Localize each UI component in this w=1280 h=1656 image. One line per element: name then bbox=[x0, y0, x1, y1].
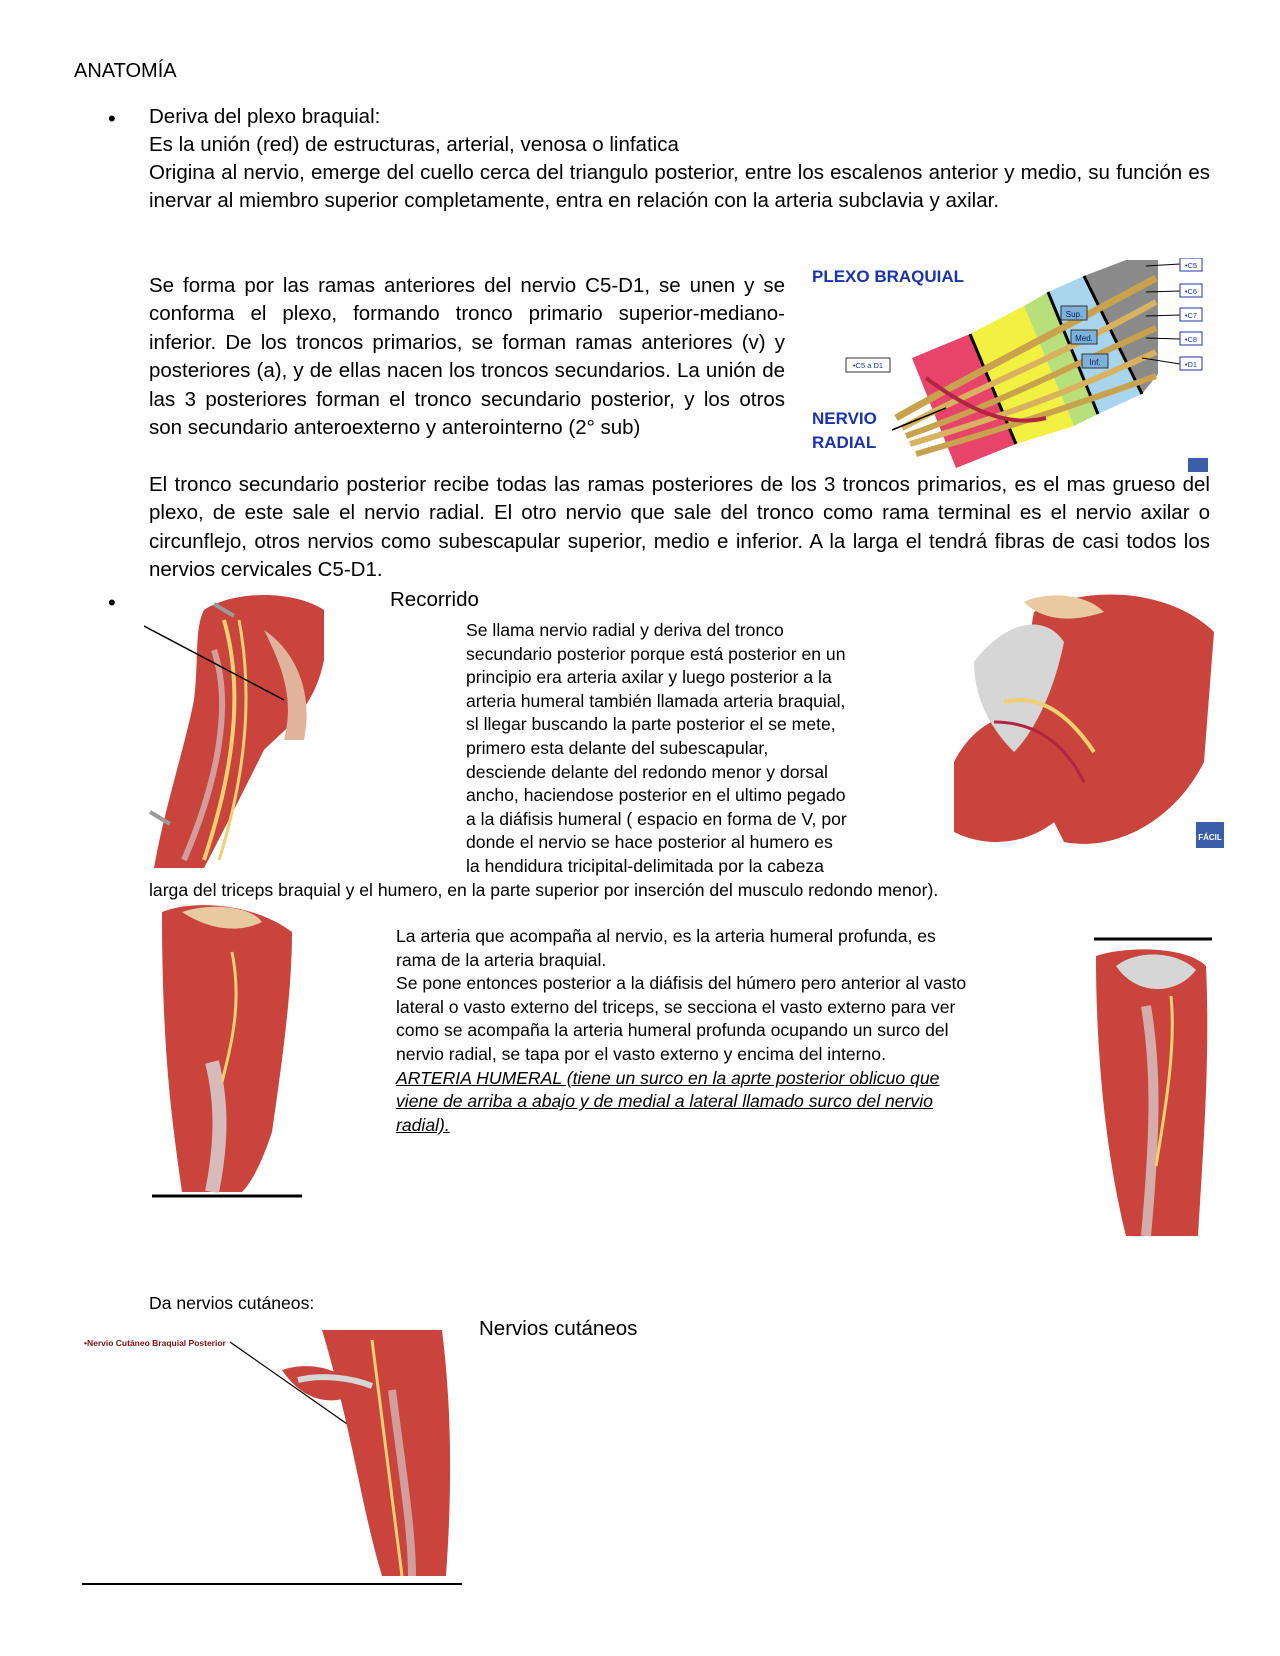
trunk-label-sup: Sup. bbox=[1065, 310, 1083, 319]
section2-paragraph-tail: larga del triceps braquial y el humero, en la parte superior por inserción del musculo redondo menor). bbox=[149, 880, 939, 900]
root-label-c8: •C8 bbox=[1184, 335, 1198, 344]
cutaneous-nerve-figure bbox=[82, 1330, 462, 1586]
section2-line-10: donde el nervio se hace posterior al humero es bbox=[466, 832, 833, 853]
figure-label: •Nervio Cutáneo Braquial Posterior bbox=[84, 1338, 226, 1348]
section1-paragraph3: El tronco secundario posterior recibe todas las ramas posteriores de los 3 troncos primarios, es el mas grueso del plexo, de este sale el nervio radial. El otro nervio que sale del tronco como rama terminal es el nervio axilar o circunflejo, otros nervios como subescapular superior, medio e inferior. A la larga el tendrá fibras de casi todos los nervios cervicales C5-D1. bbox=[149, 473, 1210, 582]
bullet-2: • bbox=[108, 590, 116, 615]
section2-line-6: primero esta delante del subescapular, bbox=[466, 737, 769, 758]
section3-italic-1: ARTERIA HUMERAL (tiene un surco en la aprte posterior oblicuo que bbox=[396, 1067, 940, 1088]
section1-line2: Es la unión (red) de estructuras, arterial, venosa o linfatica bbox=[149, 133, 679, 156]
nerve-label-line2: RADIAL bbox=[812, 433, 877, 452]
section3-line-4: lateral o vasto externo del triceps, se secciona el vasto externo para ver bbox=[396, 996, 956, 1017]
section2-line-11: la hendidura tricipital-delimitada por la cabeza bbox=[466, 855, 824, 876]
section3-line-3: Se pone entonces posterior a la diáfisis del húmero pero anterior al vasto bbox=[396, 973, 967, 994]
bullet-1: • bbox=[108, 106, 116, 131]
root-label-c5: •C5 bbox=[1184, 261, 1198, 270]
root-label-c6: •C6 bbox=[1184, 287, 1198, 296]
section3-line-1: La arteria que acompaña al nervio, es la arteria humeral profunda, es bbox=[396, 926, 936, 946]
logo-text: FÁCIL bbox=[1198, 833, 1222, 842]
section4-title: Nervios cutáneos bbox=[479, 1317, 638, 1340]
section1-paragraph1: Origina al nervio, emerge del cuello cerca del triangulo posterior, entre los escalenos anterior y medio, su función es inervar al miembro superior completamente, entra en relación con la arteria subclavia y axilar. bbox=[149, 161, 1210, 213]
section2-line-8: ancho, haciendose posterior en el ultimo pegado bbox=[466, 785, 846, 806]
section3-line-2: rama de la arteria braquial. bbox=[396, 949, 607, 970]
section3-italic-3: radial). bbox=[396, 1114, 450, 1135]
section3-line-6: nervio radial, se tapa por el vasto externo y encima del interno. bbox=[396, 1043, 886, 1064]
section2-line-1: Se llama nervio radial y deriva del tronco bbox=[466, 620, 784, 640]
plexus-figure bbox=[806, 258, 1210, 472]
section3-italic-2: viene de arriba a abajo y de medial a lateral llamado surco del nervio bbox=[396, 1091, 933, 1112]
triceps-tendon bbox=[212, 1062, 220, 1192]
section3-paragraph bbox=[396, 925, 1086, 1137]
section1-title: Deriva del plexo braquial: bbox=[149, 105, 381, 128]
plexus-title: PLEXO BRAQUIAL bbox=[812, 267, 965, 286]
section2-line-4: arteria humeral también llamada arteria braquial, bbox=[466, 690, 846, 711]
box-c5-d1-label: •C5 a D1 bbox=[852, 361, 884, 370]
section2-line-3: principio era arteria axilar y luego posterior a la bbox=[466, 667, 832, 688]
nerve-label-line1: NERVIO bbox=[812, 409, 877, 428]
shoulder-posterior-figure bbox=[934, 582, 1224, 856]
root-label-d1: •D1 bbox=[1184, 360, 1198, 369]
section2-title: Recorrido bbox=[390, 588, 479, 611]
section2-line-9: a la diáfisis humeral ( espacio en forma de V, por bbox=[466, 808, 847, 829]
trunk-label-inf: Inf. bbox=[1089, 358, 1101, 367]
section2-line-5: sl llegar buscando la parte posterior el se mete, bbox=[466, 714, 836, 735]
section2-line-2: secundario posterior porque está posterior en un bbox=[466, 643, 846, 664]
page-heading: ANATOMÍA bbox=[74, 60, 177, 82]
arm-posterior-figure bbox=[1086, 936, 1216, 1242]
section2-paragraph bbox=[466, 619, 936, 879]
trunk-label-med: Med. bbox=[1075, 334, 1093, 343]
section2-line-7: desciende delante del redondo menor y dorsal bbox=[466, 761, 828, 782]
plexus-corner-mark bbox=[1188, 458, 1208, 472]
section4-label: Da nervios cutáneos: bbox=[149, 1293, 315, 1313]
section3-line-5: como se acompaña la arteria humeral profunda ocupando un surco del bbox=[396, 1020, 949, 1041]
root-label-c7: •C7 bbox=[1184, 311, 1198, 320]
arm-lateral-figure bbox=[152, 902, 302, 1198]
arm-anterior-figure bbox=[144, 590, 330, 868]
section1-paragraph2: Se forma por las ramas anteriores del nervio C5-D1, se unen y se conforma el plexo, formando tronco primario superior-mediano-inferior. De los troncos primarios, se forman ramas anteriores (v) y posteriores (a), y de ellas nacen los troncos secundarios. La unión de las 3 posteriores forman el tronco secundario posterior, y los otros son secundario anteroexterno y anterointerno (2° sub) bbox=[149, 274, 785, 440]
